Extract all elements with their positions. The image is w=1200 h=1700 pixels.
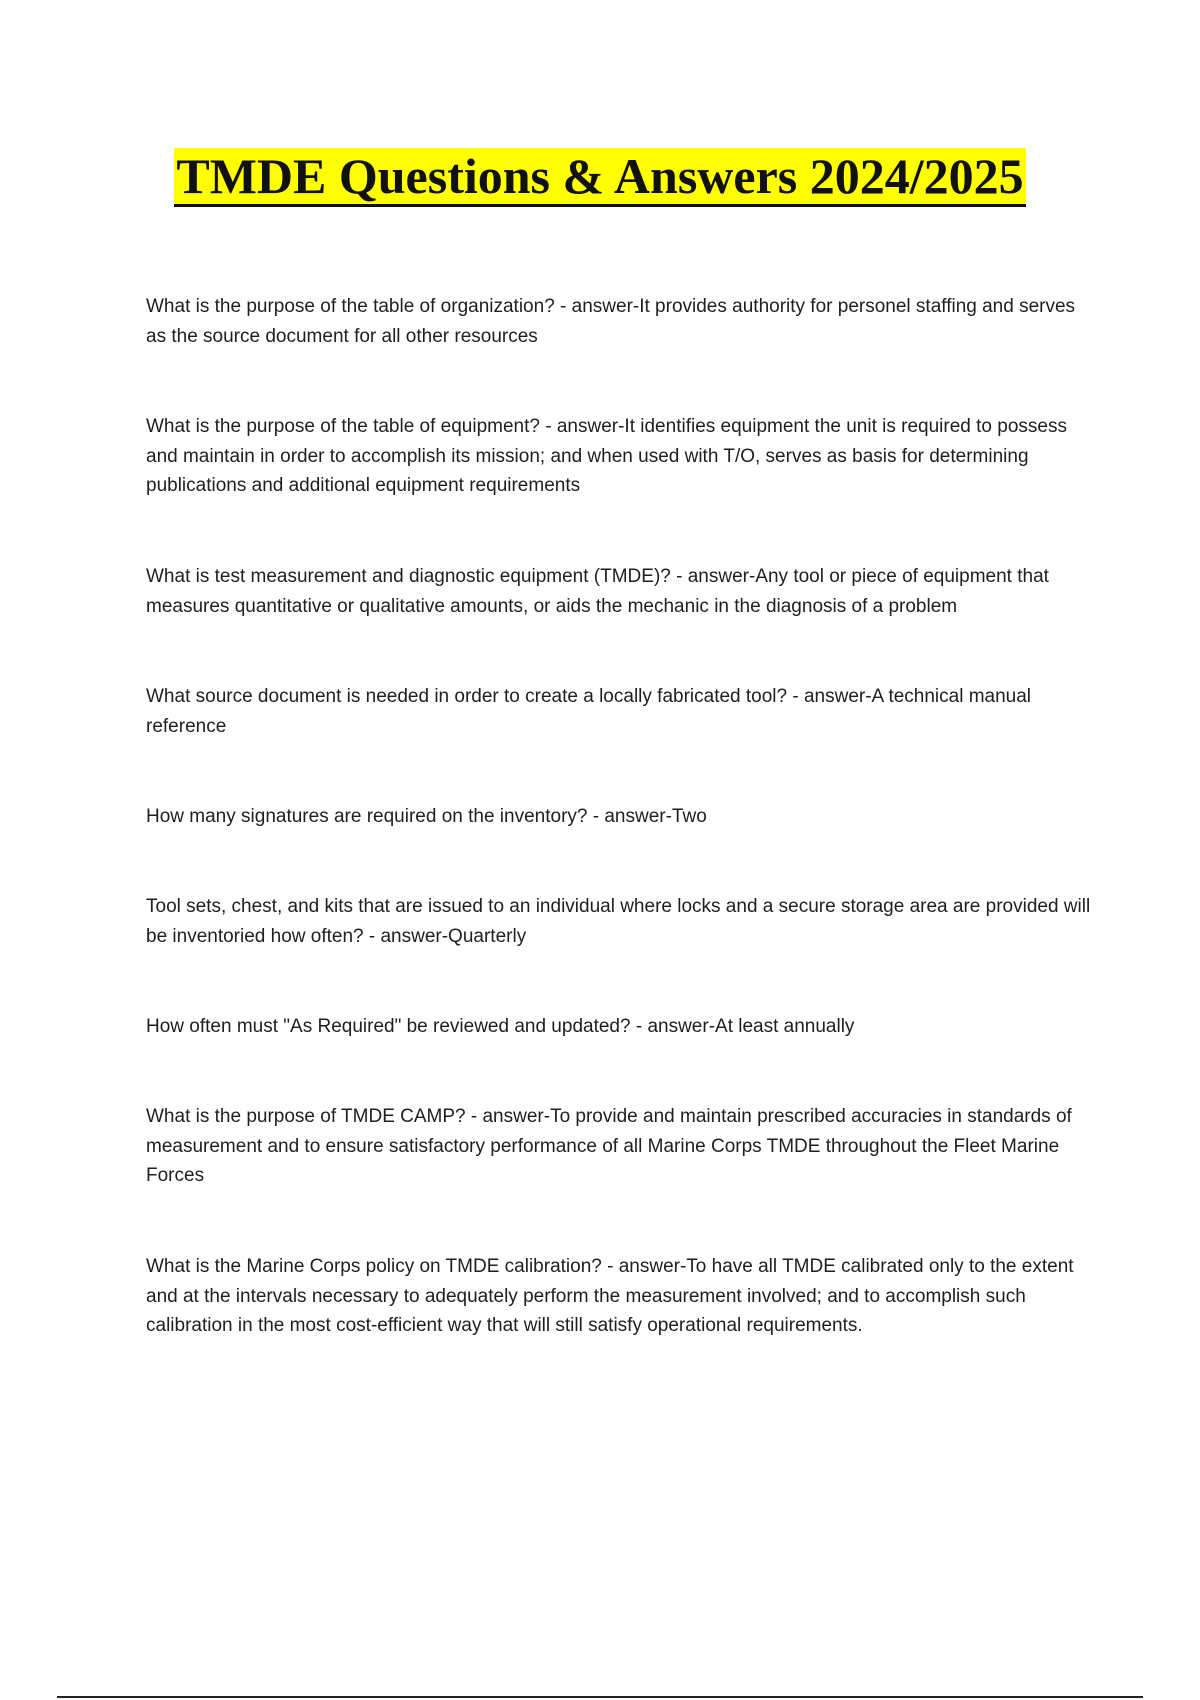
title-container	[0, 148, 1200, 207]
qa-item-9: What is the Marine Corps policy on TMDE calibration? - answer-To have all TMDE calibrated only to the extent and at the intervals necessary to adequately perform the measurement involved; and to accomplish such calibration in the most cost-efficient way that will still satisfy operational requirements.	[146, 1256, 1074, 1336]
qa-item-3: What is test measurement and diagnostic equipment (TMDE)? - answer-Any tool or piece of equipment that measures quantitative or qualitative amounts, or aids the mechanic in the diagnosis of a problem	[146, 566, 1049, 617]
footer-divider	[57, 1696, 1143, 1698]
qa-item-7: How often must "As Required" be reviewed and updated? - answer-At least annually	[146, 1016, 855, 1037]
qa-item-6: Tool sets, chest, and kits that are issued to an individual where locks and a secure storage area are provided will be inventoried how often? - answer-Quarterly	[146, 896, 1091, 947]
qa-item-4: What source document is needed in order to create a locally fabricated tool? - answer-A technical manual reference	[146, 686, 1032, 737]
qa-item-2: What is the purpose of the table of equipment? - answer-It identifies equipment the unit is required to possess and maintain in order to accomplish its mission; and when used with T/O, serves as basis for determining publications and additional equipment requirements	[146, 416, 1067, 496]
qa-item-8: What is the purpose of TMDE CAMP? - answer-To provide and maintain prescribed accuracies in standards of measurement and to ensure satisfactory performance of all Marine Corps TMDE throughout the Fleet Marine Forces	[146, 1106, 1072, 1186]
document-title: TMDE Questions & Answers 2024/2025	[174, 148, 1025, 207]
qa-item-5: How many signatures are required on the inventory? - answer-Two	[146, 806, 707, 827]
qa-item-1: What is the purpose of the table of organization? - answer-It provides authority for personel staffing and serves as the source document for all other resources	[146, 296, 1076, 347]
